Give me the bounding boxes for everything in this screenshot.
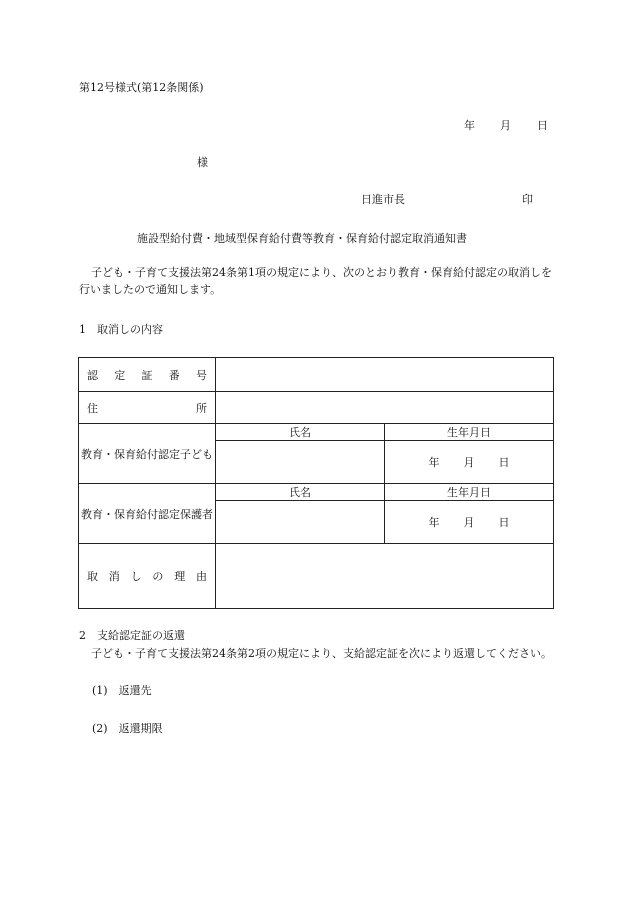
intro-text: 子ども・子育て支援法第24条第1項の規定により、次のとおり教育・保育給付認定の取消しを行いましたので通知します。 [79,266,552,296]
child-birth-month: 月 [463,456,475,469]
child-label: 教育・保育給付認定子ども [79,424,216,484]
reason-value [216,544,554,609]
guardian-birth-value [385,501,554,544]
cert-number-value [216,358,554,392]
child-name-header: 氏名 [216,424,385,441]
cert-number-label [79,358,216,392]
cancellation-table [78,357,554,609]
reason-label-char: し [130,570,142,583]
intro-paragraph [79,264,553,298]
reason-label [79,544,216,609]
cert-number-label-char: 号 [196,368,207,382]
reason-label-char: 由 [195,570,207,583]
address-value [216,392,554,424]
date-year: 年 [464,119,475,132]
row-address [79,392,554,424]
address-label-char: 住 [87,401,98,415]
section2-heading: 2 支給認定証の返還 [79,629,185,642]
seal-mark: 印 [522,193,533,206]
child-birth-day: 日 [498,456,510,469]
issuer-name: 日進市長 [361,193,405,206]
child-name-value [216,441,385,484]
section2-body: 子ども・子育て支援法第24条第2項の規定により、支給認定証を次により返還してください。 [91,647,552,660]
guardian-name-value [216,501,385,544]
address-label [79,392,216,424]
cert-number-label-char: 定 [114,368,126,382]
reason-label-char: 取 [87,570,98,583]
guardian-label: 教育・保育給付認定保護者 [79,484,216,544]
row-child-header [79,424,554,441]
guardian-birth-month: 月 [463,516,475,529]
reason-label-char: の [152,570,164,583]
address-label-char: 所 [196,401,207,415]
return-destination-item: (1) 返還先 [92,684,152,697]
document-title: 施設型給付費・地域型保育給付費等教育・保育給付認定取消通知書 [137,232,467,245]
section1-heading: 1 取消しの内容 [79,323,163,336]
child-birth-year: 年 [428,456,440,469]
guardian-name-header: 氏名 [216,484,385,501]
guardian-birth-year: 年 [428,516,440,529]
date-month: 月 [500,119,511,132]
return-deadline-item: (2) 返還期限 [92,722,163,735]
guardian-birth-header: 生年月日 [385,484,554,501]
row-reason [79,544,554,609]
reason-label-char: 消 [108,570,120,583]
guardian-birth-day: 日 [498,516,510,529]
date-day: 日 [537,119,548,132]
cert-number-label-char: 番 [168,368,180,382]
row-cert-number [79,358,554,392]
cert-number-label-char: 証 [141,368,153,382]
section2-paragraph [79,645,553,662]
cert-number-label-char: 認 [87,368,98,382]
reason-label-char: 理 [174,570,186,583]
form-number: 第12号様式(第12条関係) [79,81,204,94]
addressee-suffix: 様 [197,156,208,169]
row-guardian-header [79,484,554,501]
child-birth-value [385,441,554,484]
child-birth-header: 生年月日 [385,424,554,441]
